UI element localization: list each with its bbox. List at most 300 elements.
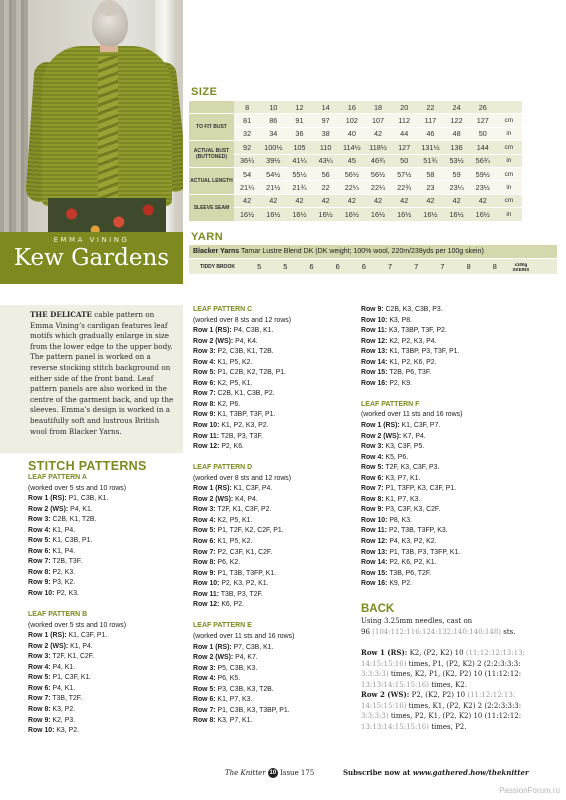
pattern-row xyxy=(193,368,353,379)
size-value: 21¼ xyxy=(234,181,260,193)
yarn-skein-count: 5 xyxy=(283,262,288,271)
size-value: 55½ xyxy=(286,168,312,180)
pattern-row xyxy=(193,505,353,516)
size-value: 24 xyxy=(444,101,470,113)
row-label: Row 3: xyxy=(193,348,216,356)
row-label: Row 2 (WS): xyxy=(28,505,69,513)
size-value: 16½ xyxy=(391,208,417,220)
pattern-row xyxy=(193,653,353,664)
size-value: 53½ xyxy=(444,155,470,167)
magazine-name: The Knitter xyxy=(225,769,266,777)
row-instruction: K1, P5, K2. xyxy=(215,538,253,546)
row-instruction: K3, T3BP, T3F, P2. xyxy=(387,327,447,335)
designer-name: EMMA VINING xyxy=(53,236,130,244)
size-value: 22 xyxy=(417,101,443,113)
yarn-heading: YARN xyxy=(191,231,224,243)
pattern-row xyxy=(193,695,353,706)
size-value: 23½ xyxy=(470,181,496,193)
size-value: 45 xyxy=(339,155,365,167)
row-instruction: times, P2, K1, (P2, K2) 10 (11:12:12: xyxy=(388,712,522,721)
row-instruction: K3, P8. xyxy=(387,316,412,324)
size-unit: in xyxy=(496,208,522,220)
size-value: 50 xyxy=(470,128,496,140)
row-label: Row 13: xyxy=(361,548,388,556)
page-number: 10 xyxy=(269,770,277,776)
size-value: 43¼ xyxy=(313,155,339,167)
subscribe-url[interactable]: www.gathered.how/theknitter xyxy=(412,768,529,777)
row-instruction: T2B, P3, T3F. xyxy=(219,432,263,440)
row-instruction: P1, T2F, K2, C2F, P1. xyxy=(215,527,284,535)
row-label: Row 9: xyxy=(28,579,51,587)
row-instruction: K1, C3F, P1. xyxy=(66,632,108,640)
spacer xyxy=(193,453,353,464)
pattern-row xyxy=(28,652,178,663)
pattern-row xyxy=(361,474,561,485)
pattern-row xyxy=(193,548,353,559)
size-unit: cm xyxy=(496,141,522,153)
size-value: 34 xyxy=(260,128,286,140)
pattern-row xyxy=(28,526,178,537)
row-label: Row 11: xyxy=(361,527,388,535)
cast-on-sizes: (104:112:116:124:132:140:140:148) xyxy=(372,627,501,636)
pattern-row xyxy=(361,358,561,369)
pattern-row xyxy=(193,389,353,400)
cast-on-line: Using 3.25mm needles, cast on xyxy=(361,617,473,626)
pattern-row xyxy=(193,326,353,337)
row-label: Row 9: xyxy=(361,306,384,313)
row-label: Row 6: xyxy=(193,379,216,387)
size-value: 26 xyxy=(470,101,496,113)
row-label: Row 1 (RS): xyxy=(193,327,232,335)
pattern-note: (worked over 11 sts and 16 rows) xyxy=(193,632,295,640)
spacer xyxy=(361,590,561,601)
pattern-row xyxy=(361,569,561,580)
row-instruction: T2F, K3, C3F, P3. xyxy=(383,464,440,472)
size-value: 48 xyxy=(444,128,470,140)
pattern-row xyxy=(361,516,561,527)
row-instruction: K3, P2. xyxy=(54,727,79,735)
size-value: 97 xyxy=(313,114,339,126)
pattern-heading: LEAF PATTERN A xyxy=(28,474,87,481)
row-instruction: K1, P2, K6, P2. xyxy=(387,358,437,366)
column-1 xyxy=(28,473,178,737)
size-value: 42 xyxy=(286,195,312,207)
row-label: Row 7: xyxy=(193,548,216,556)
intro-lead: THE DELICATE xyxy=(30,310,92,319)
size-value: 122 xyxy=(444,114,470,126)
row-instruction: K6, P2. xyxy=(219,601,244,609)
pattern-row xyxy=(361,432,561,443)
row-instruction: P1, T3FP, K3, C3F, P1. xyxy=(383,485,457,493)
size-row xyxy=(189,114,522,126)
row-instruction: P6, K2. xyxy=(215,559,241,567)
size-value: 16½ xyxy=(234,208,260,220)
pattern-row xyxy=(193,432,353,443)
row-instruction: P4, K1. xyxy=(50,663,76,671)
cast-on-line-2 xyxy=(361,627,561,638)
size-value: 12 xyxy=(286,101,312,113)
row-instruction: times, P1, (P2, K2) 2 (2:2:3:3:3: xyxy=(406,659,521,668)
size-value: 86 xyxy=(260,114,286,126)
row-label: Row 5: xyxy=(361,464,384,472)
row-instruction: P4, C3B, K1. xyxy=(231,327,274,335)
intro-panel xyxy=(0,305,183,453)
size-variants: 3:3:3:3) xyxy=(361,712,389,721)
pattern-row xyxy=(28,673,178,684)
pattern-row xyxy=(28,726,178,737)
size-row xyxy=(189,155,522,167)
pattern-heading: LEAF PATTERN D xyxy=(193,464,253,472)
pattern-row xyxy=(361,484,561,495)
size-value: 118½ xyxy=(365,141,391,153)
yarn-skein-count: 6 xyxy=(335,262,340,271)
size-heading: SIZE xyxy=(191,86,218,98)
size-value: 127 xyxy=(391,141,417,153)
size-unit: in xyxy=(496,128,522,140)
row-instruction: P8, K3. xyxy=(387,516,412,524)
floral-skirt xyxy=(48,198,166,232)
yarn-quantity-row xyxy=(189,259,557,274)
row-label: Row 8: xyxy=(193,717,216,725)
size-value: 38 xyxy=(313,128,339,140)
row-label: Row 1 (RS): xyxy=(28,632,67,640)
size-row xyxy=(189,101,522,113)
row-instruction: C2B, K3, C3B, P3. xyxy=(383,306,443,313)
footer-magazine xyxy=(225,768,314,778)
size-value: 22 xyxy=(313,181,339,193)
row-label: Row 9: xyxy=(193,411,216,419)
size-value: 100½ xyxy=(260,141,286,153)
row-label: Row 9: xyxy=(28,716,51,724)
row-instruction: K1, C3B, P1. xyxy=(50,537,93,545)
row-label: Row 6: xyxy=(193,538,216,546)
row-label: Row 3: xyxy=(193,506,216,514)
size-value: 22¼ xyxy=(365,181,391,193)
size-variants: 3:3:3:3) xyxy=(361,670,389,679)
yarn-spec: Tamar Lustre Blend DK (DK weight; 100% wool, 220m/238yds per 100g skein) xyxy=(239,248,484,255)
row-label: Row 13: xyxy=(361,348,388,356)
row-label: Row 6: xyxy=(361,474,384,482)
row-instruction: times, K2, P1, (K2, P2) 10 (11:12:12: xyxy=(388,670,522,679)
size-value: 58 xyxy=(417,168,443,180)
row-instruction: C2B, K1, T2B. xyxy=(50,516,97,524)
size-value: 23 xyxy=(417,181,443,193)
row-label: Row 10: xyxy=(28,727,55,735)
spacer xyxy=(361,389,561,400)
pattern-row xyxy=(193,442,353,453)
row-label: Row 3: xyxy=(193,664,216,672)
pattern-row xyxy=(28,589,178,600)
row-label: Row 4: xyxy=(193,516,216,524)
subscribe-prefix: Subscribe now at xyxy=(343,768,413,777)
size-value: 16 xyxy=(339,101,365,113)
row-label: Row 7: xyxy=(361,485,384,493)
pattern-row xyxy=(361,558,561,569)
pattern-row xyxy=(193,379,353,390)
pattern-row xyxy=(361,305,561,316)
row-instruction: C2B, K1, C3B, P2. xyxy=(215,390,275,398)
row-label: Row 14: xyxy=(361,358,388,366)
row-instruction: P2, K6, P2, K1. xyxy=(387,559,437,567)
row-label: Row 5: xyxy=(193,369,216,377)
size-value: 23¼ xyxy=(444,181,470,193)
pattern-heading: LEAF PATTERN E xyxy=(193,622,252,630)
pattern-row xyxy=(193,526,353,537)
yarn-skein-count: 7 xyxy=(440,262,445,271)
pattern-row xyxy=(193,558,353,569)
size-value: 41¼ xyxy=(286,155,312,167)
title-band xyxy=(0,232,183,284)
row-instruction: K2, P3. xyxy=(50,716,76,724)
row-instruction: P4, K3, P2, K2. xyxy=(387,538,437,546)
row-label: Row 8: xyxy=(193,400,216,408)
size-value: 21½ xyxy=(260,181,286,193)
row-label: Row 3: xyxy=(28,516,51,524)
back-row-line xyxy=(361,648,561,659)
row-label: Row 5: xyxy=(28,537,51,545)
issue-number: Issue 175 xyxy=(280,769,315,777)
row-instruction: K1, P2, K3, P2. xyxy=(219,422,269,430)
pattern-row xyxy=(193,347,353,358)
back-row-line xyxy=(361,711,561,722)
row-instruction: T2F, K1, C3F, P2. xyxy=(215,506,272,514)
row-label: Row 12: xyxy=(193,601,220,609)
pattern-row xyxy=(193,484,353,495)
row-instruction: T3B, P3, T2F. xyxy=(219,590,263,598)
pattern-row xyxy=(361,505,561,516)
row-instruction: K7, P4. xyxy=(401,432,426,440)
size-variants: 14:15:15:16) xyxy=(361,701,407,710)
size-value: 16½ xyxy=(260,208,286,220)
back-row-line xyxy=(361,722,561,733)
row-label: Row 7: xyxy=(28,695,51,703)
row-instruction: P2, C3F, K1, C2F. xyxy=(215,548,273,556)
size-value: 16½ xyxy=(417,208,443,220)
size-value: 105 xyxy=(286,141,312,153)
row-label: Row 11: xyxy=(361,327,388,335)
size-row-label: SLEEVE SEAM xyxy=(189,195,234,221)
size-variants: 13:13:14:15:15:16) xyxy=(361,680,429,689)
pattern-heading: LEAF PATTERN B xyxy=(28,611,88,619)
size-value: 56½ xyxy=(365,168,391,180)
pattern-title: Kew Gardens xyxy=(13,245,170,271)
size-value: 16½ xyxy=(339,208,365,220)
row-instruction: P6, K5. xyxy=(215,675,241,683)
row-instruction: T2F, K1, C2F. xyxy=(50,653,95,661)
yarn-skein-count: 8 xyxy=(466,262,471,271)
pattern-row xyxy=(361,326,561,337)
pattern-heading: LEAF PATTERN F xyxy=(361,400,420,408)
cast-on-count: 96 xyxy=(361,627,373,636)
size-row xyxy=(189,168,522,180)
size-value: 42 xyxy=(234,195,260,207)
row-label: Row 12: xyxy=(361,538,388,546)
row-label: Row 5: xyxy=(28,674,51,682)
size-table xyxy=(189,100,522,222)
size-value: 92 xyxy=(234,141,260,153)
size-value: 22¾ xyxy=(391,181,417,193)
pattern-row xyxy=(193,706,353,717)
size-unit: cm xyxy=(496,195,522,207)
yarn-skein-count: 6 xyxy=(309,262,314,271)
row-label: Row 3: xyxy=(28,653,51,661)
pattern-row xyxy=(193,643,353,654)
size-unit: in xyxy=(496,155,522,167)
pattern-row xyxy=(28,505,178,516)
row-instruction: P2, K3, P2, K1. xyxy=(219,580,269,588)
size-value: 54½ xyxy=(260,168,286,180)
size-row xyxy=(189,195,522,207)
pattern-row xyxy=(28,547,178,558)
pattern-row xyxy=(28,557,178,568)
back-row-line xyxy=(361,690,561,701)
pattern-row xyxy=(361,495,561,506)
pattern-note: (worked over 5 sts and 10 rows) xyxy=(28,621,127,629)
row-label: Row 16: xyxy=(361,379,388,387)
row-label: Row 1 (RS): xyxy=(193,485,232,493)
pattern-row xyxy=(361,579,561,590)
pattern-row xyxy=(193,421,353,432)
pattern-row xyxy=(193,664,353,675)
pattern-row xyxy=(28,716,178,727)
size-value: 107 xyxy=(365,114,391,126)
pattern-row xyxy=(361,463,561,474)
row-label: Row 3: xyxy=(361,443,384,451)
size-row-label: ACTUAL BUST (BUTTONED) xyxy=(189,141,234,167)
row-label: Row 4: xyxy=(361,453,384,461)
pattern-row xyxy=(193,337,353,348)
row-label: Row 4: xyxy=(28,663,51,671)
size-value: 8 xyxy=(234,101,260,113)
row-label: Row 10: xyxy=(193,422,220,430)
stitch-patterns-heading: STITCH PATTERNS xyxy=(28,459,147,473)
row-label: Row 8: xyxy=(193,559,216,567)
row-label: Row 15: xyxy=(361,369,388,377)
pattern-row xyxy=(193,495,353,506)
row-label: Row 6: xyxy=(28,684,51,692)
spacer xyxy=(28,600,178,611)
row-label: Row 2 (WS): xyxy=(28,642,69,650)
pattern-row xyxy=(193,600,353,611)
pattern-row xyxy=(361,453,561,464)
back-row-line xyxy=(361,659,561,670)
row-instruction: K5, P6. xyxy=(383,453,409,461)
row-instruction: P1, C2B, K2, T2B, P1. xyxy=(215,369,286,377)
yarn-skein-count: 8 xyxy=(492,262,497,271)
pattern-row xyxy=(361,548,561,559)
row-instruction: P3, K2. xyxy=(50,579,76,587)
row-instruction: P2, C3B, K1, T2B. xyxy=(215,348,274,356)
size-value: 16½ xyxy=(470,208,496,220)
pattern-row xyxy=(361,379,561,390)
row-instruction: K1, P4. xyxy=(50,547,76,555)
row-instruction: P1, T3B, P3, T3FP, K1. xyxy=(387,548,461,556)
row-instruction: K9, P2. xyxy=(387,580,412,588)
size-variants: 13:13:14:15:15:16) xyxy=(361,722,429,731)
pattern-row xyxy=(28,631,178,642)
row-instruction: P1, C3F, K1. xyxy=(50,674,92,682)
yarn-brand: Blacker Yarns xyxy=(193,248,240,255)
pattern-row xyxy=(361,537,561,548)
row-label: Row 9: xyxy=(193,569,216,577)
row-instruction: K1, P5, K2. xyxy=(215,358,253,366)
row-instruction: times, K2. xyxy=(428,680,467,689)
size-row-label: TO FIT BUST xyxy=(189,114,234,140)
size-value: 56 xyxy=(313,168,339,180)
row-label: Row 2 (WS): xyxy=(193,654,234,662)
size-value: 42 xyxy=(470,195,496,207)
spacer xyxy=(361,637,561,648)
row-label: Row 4: xyxy=(193,675,216,683)
row-instruction: K1, C3F, P7. xyxy=(399,422,441,430)
size-value: 59½ xyxy=(470,168,496,180)
pattern-row xyxy=(193,410,353,421)
row-instruction: P2, K3. xyxy=(50,568,76,576)
curtain xyxy=(0,0,28,232)
size-row xyxy=(189,128,522,140)
pattern-row xyxy=(361,316,561,327)
size-value: 14 xyxy=(313,101,339,113)
row-instruction: T3B, T2F. xyxy=(50,695,83,703)
row-instruction: P4, K1. xyxy=(68,505,93,513)
row-instruction: P1, C3B, K1. xyxy=(66,495,109,503)
row-instruction: P2, (K2, P2) 10 xyxy=(409,691,468,700)
row-instruction: times, K1, (P2, K2) 2 (2:2:3:3:3: xyxy=(406,701,522,710)
pattern-row xyxy=(28,515,178,526)
size-value: 42 xyxy=(313,195,339,207)
size-value: 81 xyxy=(234,114,260,126)
yarn-skein-count: 7 xyxy=(388,262,393,271)
yarn-unit: x100g SKEINS xyxy=(512,261,530,272)
row-label: Row 12: xyxy=(193,443,220,451)
size-row-label xyxy=(189,101,234,113)
row-label: Row 7: xyxy=(28,558,51,566)
row-instruction: T2B, P6, T3F. xyxy=(387,369,432,377)
size-value: 54 xyxy=(234,168,260,180)
pattern-row xyxy=(193,685,353,696)
pattern-row xyxy=(28,578,178,589)
row-instruction: K2, P5, K1. xyxy=(215,379,253,387)
size-value: 127 xyxy=(470,114,496,126)
intro-text: cable pattern on Emma Vining’s cardigan features leaf motifs which gradually enlarge in size from the lower edge to the upper body. The pattern panel is worked on a reverse stocking stitch background on either side of the front band. Leaf pattern panels are also worked in the centre of the garment back, and up the sleeves. Emma’s design is worked in a beautifully soft and lustrous British wool from Blacker Yarns. xyxy=(30,310,174,436)
size-unit: cm xyxy=(496,168,522,180)
pattern-row xyxy=(28,494,178,505)
pattern-row xyxy=(193,579,353,590)
row-label: Row 11: xyxy=(193,590,220,598)
pattern-row xyxy=(361,337,561,348)
size-unit: in xyxy=(496,181,522,193)
row-instruction: P3, C3F, K3, C2F. xyxy=(383,506,441,514)
size-value: 42 xyxy=(391,195,417,207)
pattern-note: (worked over 8 sts and 12 rows) xyxy=(193,316,292,324)
spacer xyxy=(193,611,353,622)
size-value: 39½ xyxy=(260,155,286,167)
size-unit xyxy=(496,101,522,113)
row-instruction: P2, T3B, T3FP, K3. xyxy=(387,527,448,535)
row-label: Row 7: xyxy=(193,390,216,398)
size-value: 56½ xyxy=(339,168,365,180)
size-row xyxy=(189,141,522,153)
row-label: Row 6: xyxy=(28,547,51,555)
row-instruction: K1, T3BP, T3F, P1. xyxy=(215,411,276,419)
row-instruction: K1, C3F, P4. xyxy=(231,485,273,493)
row-instruction: K3, C3F, P5. xyxy=(383,443,425,451)
row-label: Row 1 (RS): xyxy=(28,495,67,503)
row-instruction: P2, K3. xyxy=(54,590,79,598)
row-label: Row 15: xyxy=(361,569,388,577)
size-value: 46¾ xyxy=(365,155,391,167)
pattern-row xyxy=(193,674,353,685)
